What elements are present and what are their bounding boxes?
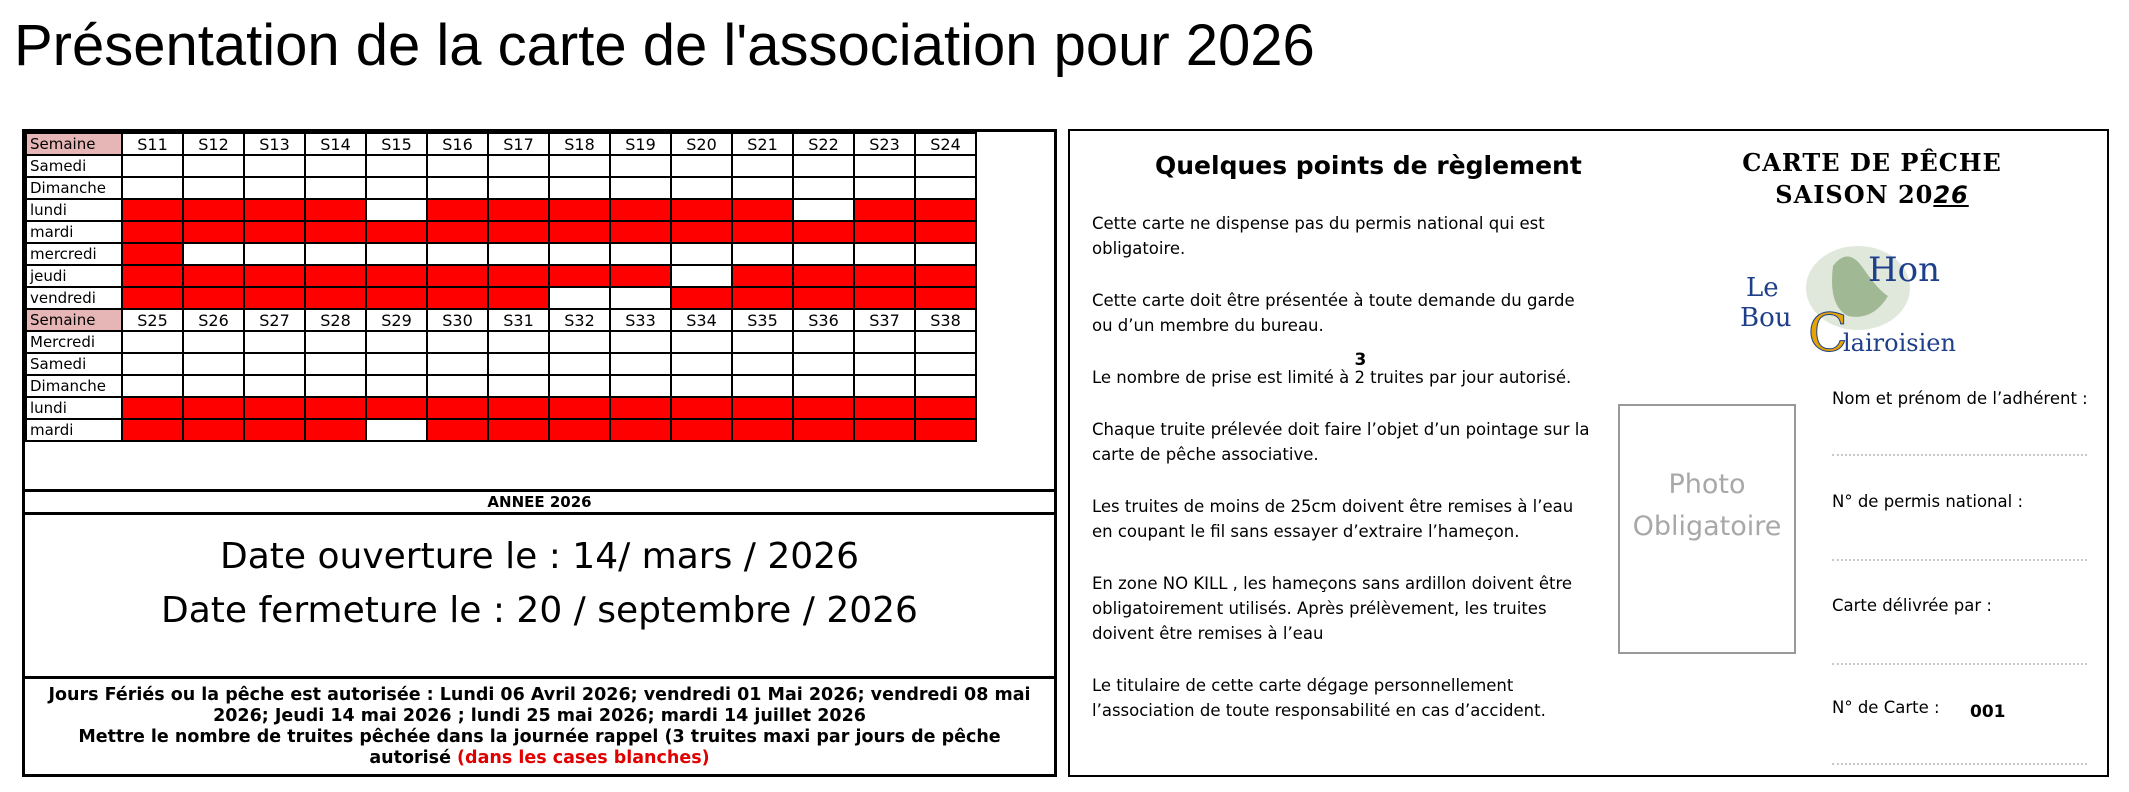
closed-day-cell [915,221,976,243]
closed-day-cell [793,419,854,441]
open-day-cell [671,375,732,397]
card-title-line1: CARTE DE PÊCHE [1742,148,2002,177]
logo-text-le: Le [1746,273,1779,303]
catch-limit-old-value: 2 [1354,368,1365,387]
holidays-text: Jours Fériés ou la pêche est autorisée : Lundi 06 Avril 2026; vendredi 01 Mai 2026; vendredi 08 mai 2026; Jeudi 14 mai 2026 ; lundi 25 mai 2026; mardi 14 juillet 2026 [48,685,1031,726]
day-label: mardi [26,221,122,243]
rule-size: Les truites de moins de 25cm doivent être remises à l’eau en coupant le fil sans essayer d’extraire l’hameçon. [1092,497,1574,541]
open-day-cell [488,155,549,177]
closed-day-cell [671,287,732,309]
closed-day-cell [732,419,793,441]
open-day-cell [244,331,305,353]
open-day-cell [366,353,427,375]
open-day-cell [427,177,488,199]
fishing-card [1068,129,2109,777]
open-day-cell [427,243,488,265]
week-number: S29 [366,309,427,331]
closed-day-cell [610,199,671,221]
week-number: S28 [305,309,366,331]
closed-day-cell [793,287,854,309]
closed-day-cell [793,265,854,287]
week-header-row [26,309,976,331]
week-number: S12 [183,133,244,155]
open-day-cell [549,243,610,265]
rule-permis: Cette carte ne dispense pas du permis national qui est obligatoire. [1092,214,1545,258]
day-row [26,221,976,243]
closed-day-cell [732,221,793,243]
opening-date: Date ouverture le : 14/ mars / 2026 [220,536,859,577]
open-day-cell [183,353,244,375]
closed-day-cell [183,397,244,419]
closed-day-cell [183,419,244,441]
closed-day-cell [671,419,732,441]
open-day-cell [671,243,732,265]
closed-day-cell [610,265,671,287]
week-number: S15 [366,133,427,155]
week-number: S16 [427,133,488,155]
day-row [26,265,976,287]
week-number: S27 [244,309,305,331]
day-label: lundi [26,397,122,419]
open-day-cell [488,331,549,353]
closed-day-cell [671,199,732,221]
week-number: S18 [549,133,610,155]
logo-text-hon: Hon [1868,250,1941,290]
open-day-cell [793,353,854,375]
day-label: Mercredi [26,331,122,353]
open-day-cell [549,177,610,199]
open-day-cell [244,155,305,177]
open-day-cell [427,375,488,397]
card-title-year: 26 [1933,181,1969,209]
closed-day-cell [854,221,915,243]
open-day-cell [366,155,427,177]
open-day-cell [122,331,183,353]
closed-day-cell [488,397,549,419]
open-day-cell [610,353,671,375]
closed-day-cell [244,221,305,243]
open-day-cell [610,155,671,177]
rule-catch-limit [1092,350,1592,390]
week-number: S36 [793,309,854,331]
closed-day-cell [183,221,244,243]
week-number: S24 [915,133,976,155]
instruction-main: Mettre le nombre de truites pêchée dans la journée rappel (3 truites maxi par jours de pêche autorisé [78,727,1001,768]
closed-day-cell [854,199,915,221]
week-number: S23 [854,133,915,155]
open-day-cell [366,243,427,265]
open-day-cell [549,287,610,309]
closed-day-cell [488,419,549,441]
week-number: S33 [610,309,671,331]
open-day-cell [366,177,427,199]
open-day-cell [793,155,854,177]
closed-day-cell [366,221,427,243]
closed-day-cell [427,265,488,287]
open-day-cell [183,375,244,397]
open-day-cell [305,331,366,353]
logo-text-rest: lairoisien [1843,329,1956,357]
rule-tracking: Chaque truite prélevée doit faire l’objet d’un pointage sur la carte de pêche associative. [1092,420,1590,464]
week-number: S37 [854,309,915,331]
closed-day-cell [854,397,915,419]
closed-day-cell [122,397,183,419]
open-day-cell [915,155,976,177]
closed-day-cell [305,397,366,419]
open-day-cell [366,419,427,441]
closed-day-cell [854,419,915,441]
week-number: S34 [671,309,732,331]
closed-day-cell [244,199,305,221]
open-day-cell [488,353,549,375]
year-label: ANNEE 2026 [25,489,1054,515]
open-day-cell [854,177,915,199]
closed-day-cell [549,221,610,243]
week-header-row [26,133,976,155]
closed-day-cell [305,419,366,441]
open-day-cell [183,331,244,353]
day-row [26,331,976,353]
open-day-cell [732,243,793,265]
open-day-cell [305,177,366,199]
page-title: Présentation de la carte de l'association pour 2026 [14,13,1315,78]
open-day-cell [854,331,915,353]
closed-day-cell [854,265,915,287]
day-row [26,199,976,221]
week-header-label: Semaine [26,309,122,331]
closed-day-cell [122,199,183,221]
open-day-cell [854,375,915,397]
open-day-cell [610,375,671,397]
closed-day-cell [793,397,854,419]
closed-day-cell [183,199,244,221]
open-day-cell [549,375,610,397]
association-logo [1738,226,1968,361]
rule-presentation: Cette carte doit être présentée à toute demande du garde ou d’un membre du bureau. [1092,291,1575,335]
closed-day-cell [305,265,366,287]
closed-day-cell [122,419,183,441]
open-day-cell [671,155,732,177]
closed-day-cell [549,265,610,287]
open-day-cell [122,177,183,199]
open-day-cell [915,375,976,397]
permit-number-line [1832,559,2087,561]
open-day-cell [671,265,732,287]
issued-by-line [1832,663,2087,665]
open-day-cell [183,177,244,199]
open-day-cell [183,155,244,177]
open-day-cell [366,199,427,221]
rule-catch-limit-end: truites par jour autorisé. [1364,368,1572,387]
holidays-notes [25,676,1054,774]
week-number: S17 [488,133,549,155]
open-day-cell [671,353,732,375]
closed-day-cell [427,287,488,309]
rule-catch-limit-start: Le nombre de prise est limité à [1092,368,1355,387]
closed-day-cell [244,287,305,309]
closed-day-cell [549,419,610,441]
open-day-cell [793,199,854,221]
open-day-cell [732,155,793,177]
week-number: S31 [488,309,549,331]
closed-day-cell [122,287,183,309]
open-day-cell [793,375,854,397]
calendar-table [25,132,977,442]
closed-day-cell [610,221,671,243]
day-row [26,375,976,397]
open-day-cell [793,177,854,199]
open-day-cell [427,155,488,177]
closed-day-cell [122,243,183,265]
closed-day-cell [366,265,427,287]
closed-day-cell [732,287,793,309]
open-day-cell [305,243,366,265]
day-label: mardi [26,419,122,441]
open-day-cell [732,177,793,199]
open-day-cell [610,331,671,353]
week-number: S11 [122,133,183,155]
closed-day-cell [915,265,976,287]
open-day-cell [366,331,427,353]
closed-day-cell [488,199,549,221]
open-day-cell [427,353,488,375]
week-number: S19 [610,133,671,155]
closed-day-cell [732,397,793,419]
open-day-cell [244,177,305,199]
closed-day-cell [915,199,976,221]
open-day-cell [793,331,854,353]
open-day-cell [427,331,488,353]
week-number: S20 [671,133,732,155]
rule-no-kill: En zone NO KILL , les hameçons sans ardillon doivent être obligatoirement utilisés. Après prélèvement, les truites doivent être remises à l’eau [1092,574,1573,643]
instruction-text [35,727,1044,769]
week-number: S35 [732,309,793,331]
closed-day-cell [244,265,305,287]
closed-day-cell [854,287,915,309]
closed-day-cell [549,397,610,419]
open-day-cell [305,353,366,375]
closed-day-cell [244,397,305,419]
week-header-label: Semaine [26,133,122,155]
open-day-cell [122,155,183,177]
open-day-cell [488,375,549,397]
week-number: S32 [549,309,610,331]
closed-day-cell [366,287,427,309]
closed-day-cell [488,287,549,309]
closed-day-cell [915,419,976,441]
rules-list [1092,211,1592,750]
catch-limit-new-value: 3 [1354,350,1367,370]
permit-number-label: N° de permis national : [1832,492,2023,511]
day-label: lundi [26,199,122,221]
closed-day-cell [732,265,793,287]
closed-day-cell [305,221,366,243]
logo-text-bou: Bou [1740,303,1792,333]
day-row [26,155,976,177]
week-number: S14 [305,133,366,155]
issued-by-label: Carte délivrée par : [1832,596,1992,615]
closed-day-cell [183,265,244,287]
closed-day-cell [427,221,488,243]
open-day-cell [854,243,915,265]
open-day-cell [183,243,244,265]
week-number: S30 [427,309,488,331]
open-day-cell [915,331,976,353]
open-day-cell [793,243,854,265]
calendar-panel [22,129,1057,777]
closed-day-cell [488,221,549,243]
photo-label-line2: Obligatoire [1632,511,1782,542]
open-day-cell [549,353,610,375]
open-day-cell [488,177,549,199]
day-row [26,243,976,265]
member-name-line [1832,454,2087,456]
closed-day-cell [366,397,427,419]
card-number-line [1832,763,2087,765]
open-day-cell [671,331,732,353]
card-number-label: N° de Carte : [1832,698,1940,717]
rule-liability: Le titulaire de cette carte dégage personnellement l’association de toute responsabilité en cas d’accident. [1092,676,1546,720]
closed-day-cell [671,397,732,419]
photo-placeholder [1618,404,1796,654]
instruction-highlight: (dans les cases blanches) [457,748,710,768]
open-day-cell [305,375,366,397]
open-day-cell [610,177,671,199]
closed-day-cell [549,199,610,221]
day-row [26,419,976,441]
open-day-cell [244,353,305,375]
open-day-cell [366,375,427,397]
day-label: Dimanche [26,177,122,199]
open-day-cell [915,353,976,375]
card-number: 001 [1970,702,2006,722]
closed-day-cell [915,287,976,309]
open-day-cell [244,243,305,265]
open-day-cell [671,177,732,199]
open-day-cell [732,353,793,375]
day-label: Samedi [26,155,122,177]
open-day-cell [244,375,305,397]
day-label: Dimanche [26,375,122,397]
day-label: mercredi [26,243,122,265]
closed-day-cell [488,265,549,287]
week-number: S25 [122,309,183,331]
open-day-cell [549,155,610,177]
card-title-line2: SAISON 2026 [1775,180,1969,209]
week-number: S21 [732,133,793,155]
day-label: jeudi [26,265,122,287]
open-day-cell [549,331,610,353]
closed-day-cell [671,221,732,243]
closed-day-cell [427,419,488,441]
closed-day-cell [427,397,488,419]
open-day-cell [854,155,915,177]
closed-day-cell [610,419,671,441]
open-day-cell [854,353,915,375]
day-row [26,353,976,375]
card-title [1682,147,2062,211]
closed-day-cell [305,287,366,309]
closed-day-cell [915,397,976,419]
closed-day-cell [427,199,488,221]
week-number: S38 [915,309,976,331]
week-number: S13 [244,133,305,155]
week-number: S26 [183,309,244,331]
closed-day-cell [305,199,366,221]
week-number: S22 [793,133,854,155]
day-row [26,177,976,199]
open-day-cell [488,243,549,265]
open-day-cell [732,331,793,353]
day-row [26,397,976,419]
closed-day-cell [122,221,183,243]
closed-day-cell [732,199,793,221]
open-day-cell [732,375,793,397]
open-day-cell [122,353,183,375]
member-name-label: Nom et prénom de l’adhérent : [1832,389,2088,408]
closing-date: Date fermeture le : 20 / septembre / 2026 [161,590,918,631]
open-day-cell [915,243,976,265]
open-day-cell [610,243,671,265]
rules-title: Quelques points de règlement [1155,151,1582,180]
open-day-cell [610,287,671,309]
open-day-cell [915,177,976,199]
open-day-cell [122,375,183,397]
logo-text-c: C [1808,304,1848,361]
closed-day-cell [183,287,244,309]
open-day-cell [305,155,366,177]
day-label: vendredi [26,287,122,309]
day-row [26,287,976,309]
closed-day-cell [244,419,305,441]
season-dates [25,530,1054,638]
closed-day-cell [793,221,854,243]
closed-day-cell [610,397,671,419]
closed-day-cell [122,265,183,287]
day-label: Samedi [26,353,122,375]
photo-label-line1: Photo [1668,469,1746,500]
